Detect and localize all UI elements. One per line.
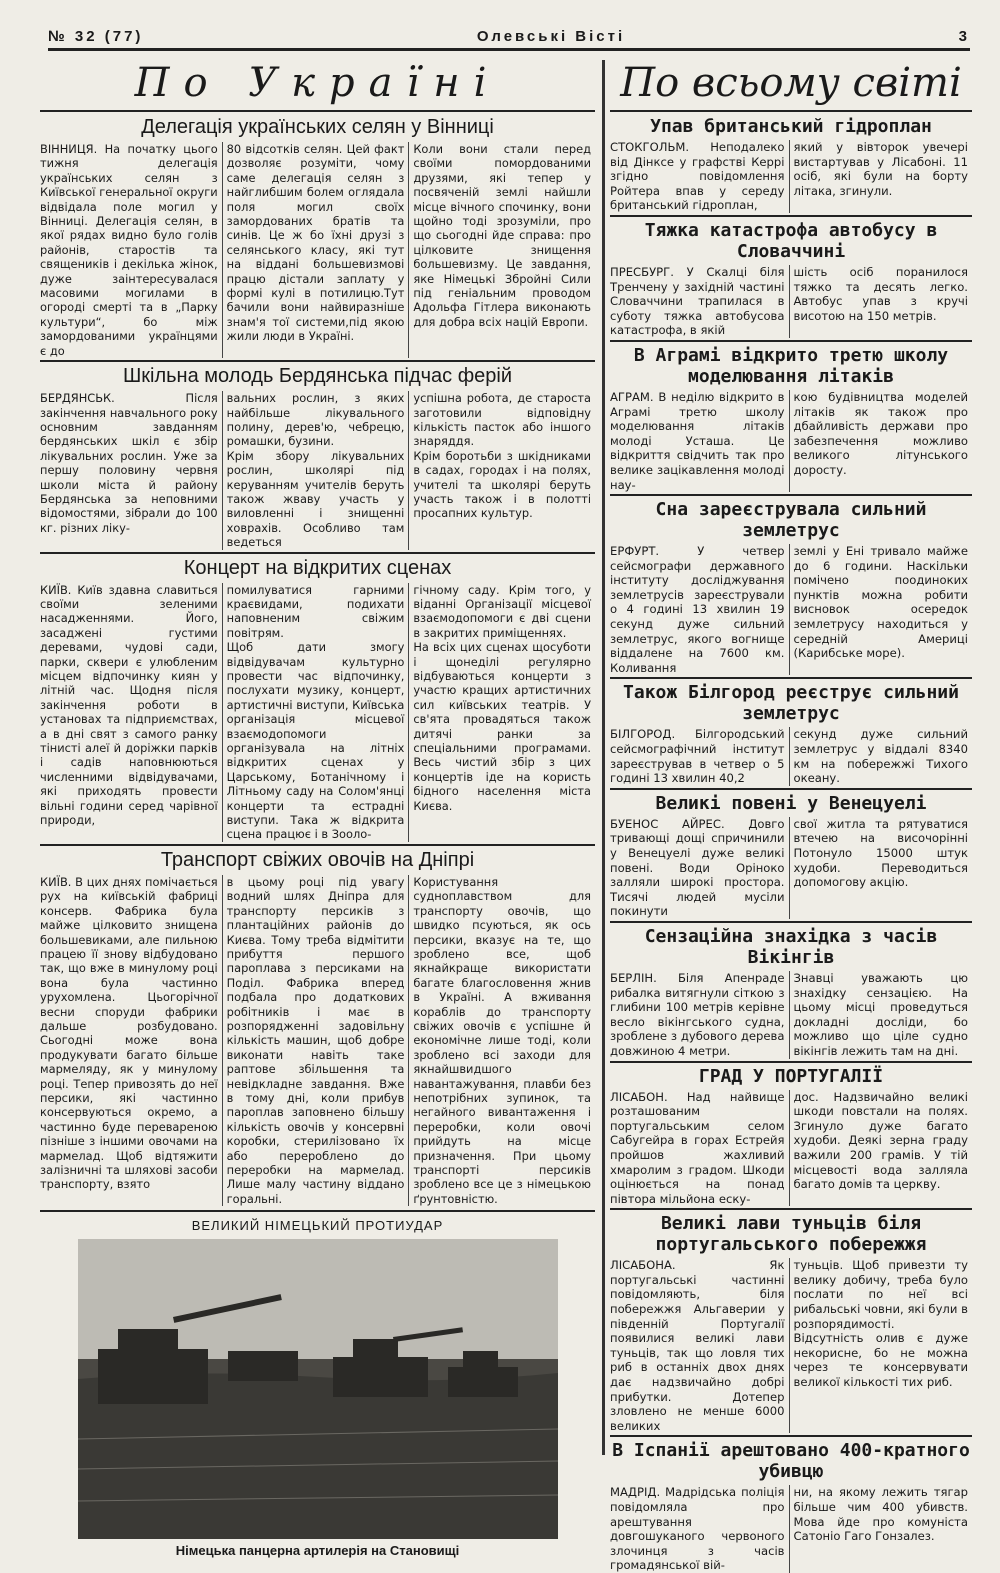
article-text-column: який у вівторок увечері вистартував у Лісабоні. 11 осіб, які були на борту літака, згинули.	[789, 140, 973, 213]
article-columns	[610, 727, 972, 785]
article-text-column: ни, на якому лежить тягар більше чим 400 убивств. Мова йде про комуніста Сатоніо Гаго Гонзалез.	[789, 1485, 973, 1573]
article-headline: Концерт на відкритих сценах	[40, 552, 595, 580]
article-text-column: Знавці уважають цю знахідку сензацією. На цьому місці проведуться докладні досліди, бо можливо що ціле судно вікінгів лежить там на дні.	[789, 971, 973, 1059]
article-text-column: БІЛГОРОД. Білгородський сейсмографічний інститут зареєстрував в четвер о 5 годині 13 хвилин 40,2	[610, 727, 785, 786]
article-text-column: помилуватися гарними краєвидами, подихати наповненим свіжим повітрям. Щоб дати змогу відвідувачам культурно провести час відпочинку, послухати музику, концерт, артистичні виступи, Київська організація місцевої взаємодопомоги організувала на літніх відкритих сценах у Царському, Ботанічному і Літньому саду на Солом'янці концерти та естрадні виступи. Така ж відкрита сцена працює і в Зооло-	[222, 583, 409, 842]
article-text-column: СТОКГОЛЬМ. Неподалеко від Дінксе у графстві Керрі згідно повідомлення Ройтера впав у середу британський гідроплан,	[610, 140, 785, 213]
article-headline: Упав британський гідроплан	[650, 116, 932, 137]
artillery-photo	[78, 1239, 558, 1539]
article-headline: Шкільна молодь Бердянська підчас ферій	[40, 360, 595, 388]
article-text-column: АГРАМ. В неділю відкрито в Аграмі третю школу моделювання літаків молоді Усташа. Це відкриття свідчить так про велике зацікавлення молоді нау-	[610, 389, 785, 492]
masthead	[48, 24, 970, 51]
article-headline: В Аграмі відкрито третю школу моделювання літаків	[610, 340, 972, 387]
article-text-column: шість осіб поранилося тяжко та десять легко. Автобус упав з кручі висотою на 150 метрів.	[789, 265, 973, 338]
article-columns	[610, 1258, 972, 1433]
article-headline: Сензаційна знахідка з часів Вікінгів	[610, 921, 972, 968]
article	[610, 1208, 972, 1433]
article-text-column: ЛІСАБОН. Над найвище розташованим португальським селом Сабугейра в горах Естрейя пройшов жахливий хмаролим з градом. Шкоди оцінюється на понад півтора мільйона еску-	[610, 1089, 785, 1206]
article-text-column: ПРЕСБУРГ. У Скалці біля Тренчену у західній частині Словаччини трапилася в суботу тяжка автобусова катастрофа, в якій	[610, 264, 785, 338]
section-title-ukraine: По Україні	[40, 60, 595, 112]
article-columns	[610, 390, 972, 492]
issue-number: № 32 (77)	[48, 27, 144, 45]
article-columns	[40, 875, 595, 1206]
article-columns	[40, 391, 595, 549]
photo-title: ВЕЛИКИЙ НІМЕЦЬКИЙ ПРОТИУДАР	[40, 1210, 595, 1233]
article	[610, 677, 972, 785]
article	[610, 1435, 972, 1573]
article-text-column: секунд дуже сильний землетрус у віддалі 8340 км на побережжі Тихого океану.	[789, 727, 973, 785]
article-text-column: Користування судноплавством для транспорту овочів, що швидко псуються, як ось персики, вказує на те, що зроблено все, щоб якнайкраще використати багате благословення жнив в Україні. А вживання кораблів до транспорту свіжих овочів є успішне й економічне лише тоді, коли зроблено всі заходи для якнайшвидшого навантажування, плавби без непотрібних зупинок, та негайного вивантаження і переробки, коли овочі прийдуть на місце призначення. При цьому транспорті персиків зроблено все це з німецькою ґрунтовністю.	[408, 875, 595, 1206]
article-columns	[610, 140, 972, 213]
article-text-column: землі у Ені тривало майже до 6 години. Наскільки помічено поодиноких пунктів можна робити висновок осередок землетрусу находиться у середній Америці (Карибське море).	[789, 544, 973, 675]
page-number: 3	[958, 27, 970, 45]
article-columns	[610, 817, 972, 919]
article-text-column: ЛІСАБОНА. Як португальські частинні повідомляють, біля побережжя Альгаверии у південній Португалії появилися великі лави туньців, так що ловля тих риб в останніх двох днях дає надзвичайно добрі прибутки. Дотепер зловлено не менше 6000 великих	[610, 1258, 785, 1433]
world-section	[610, 60, 972, 1573]
article-text-column: гічному саду. Крім того, у віданні Організації місцевої взаємодопомоги є дві сцени в закритих приміщеннях. На всіх цих сценах щосуботи і щонеділі регулярно відбуваються концерти з участю кращих артистичних сил київських театрів. У св'ята провадяться також дитячі ранки за спеціальними програмами. Весь чистий збір з цих концертів іде на користь бідного населення міста Києва.	[408, 583, 595, 842]
article-text-column: КИЇВ. В цих днях помічається рух на київській фабриці консерв. Фабрика була майже цілковито знищена большевиками, але пильною працею її знову відбудовано так, що вже в минулому році вона була частинно уруxомлена. Цьогорічної весни споруди фабрики дальше розбудовано. Сьогодні може вона продукувати багато більше мармеляду, як у минулому році. Тепер привозять до неї персики, які частинно консервуються окремо, а частинно буде перевареною пізніше з іншими овочами на мармелад. Щоб відтяжити залізничні та шляхові засоби транспорту, взято	[40, 874, 218, 1192]
article-columns	[610, 544, 972, 675]
article-text-column: успішна робота, де староста заготовили відповідну кількість пасток або іншого знаряддя. Крім боротьби з шкідниками в садах, городах і на полях, учителі та школярі беруть участь також і в полотті просапних культур.	[408, 391, 595, 549]
section-title-world: По всьому світі	[610, 60, 972, 112]
article	[610, 215, 972, 338]
article-columns	[610, 971, 972, 1059]
article-text-column: в цьому році під увагу водний шлях Дніпра для транспорту персиків з плантаційних районів до Києва. Тому треба відмітити прибуття першого пароплава з персиками на Поділ. Фабрика вперед подбала про додаткових робітників і має в розпорядженні задовільну кількість машин, щоб добре виконати навіть таке раптове збільшення та невідкладне завдання. Вже в тому дні, коли прибув пароплав заповнено більшу кількість овочів у консервні коробки, стерилізовано їх або перероблено до переробки на мармелад. Лише малу частину віддано горальні.	[222, 875, 409, 1206]
ukraine-section	[40, 60, 595, 1558]
article	[610, 921, 972, 1059]
article-text-column: БЕРДЯНСЬК. Після закінчення навчального року основним завданням бердянських шкіл є збір лікувальних рослин. Уже за першу половину червня школи міста й району Бердянська за неповними відомостями, зібрали до 100 кг. різних ліку-	[40, 391, 218, 535]
article	[40, 360, 595, 549]
article	[610, 1061, 972, 1207]
paper-title: Олевські Вісті	[476, 27, 626, 45]
article-text-column: МАДРІД. Мадрідська поліція повідомляла про арештування довгошуканого червоного злочинця з часів громадянської вій-	[610, 1485, 785, 1573]
article-columns	[610, 1090, 972, 1207]
article-columns	[40, 142, 595, 358]
article-columns	[610, 1485, 972, 1573]
article-headline: Також Білгород реєструє сильний землетрус	[610, 677, 972, 724]
photo-drawing	[78, 1239, 558, 1539]
article	[40, 116, 595, 358]
article-text-column: БЕРЛІН. Біля Апенраде рибалка витягнули сіткою з глибини 100 метрів керівне весло вікінгського судна, зроблене з дубового дерева довжиною 4 метри.	[610, 970, 785, 1058]
article-text-column: ЕРФУРТ. У четвер сейсмографи державного інституту досліджування землетрусів зареєстрували о 4 годині 13 хвилин 19 секунд дуже сильний землетрус, якого вогнище віддалене на 7600 км. Коливання	[610, 544, 785, 675]
article-headline: Делегація українських селян у Вінниці	[141, 116, 494, 138]
article	[40, 552, 595, 842]
article	[610, 116, 972, 213]
article-headline: Транспорт свіжих овочів на Дніпрі	[40, 844, 595, 872]
article-text-column: дос. Надзвичайно великі шкоди повстали на полях. Згинуло дуже багато худоби. Деякі зерна граду важили 200 грамів. У тій місцевості вода залляла багато домів та церкву.	[789, 1090, 973, 1207]
article-text-column: Коли вони стали перед своїми помордованими друзями, які тепер у посвяченій землі найшли місце вічного спочинку, вони щойно тоді зрозуміли, про що сьогодні йде справа: про цілковите знищення большевизму. Це завдання, яке Німецькі Збройні Сили під геніальним проводом Адольфа Гітлера виконають для добра всіх націй Европи.	[408, 142, 595, 358]
article-text-column: кою будівництва моделей літаків як також про дбайливість держави про забезпечення можливо великого літунського доросту.	[789, 390, 973, 492]
article-columns	[610, 265, 972, 338]
article-headline: Сна зареєструвала сильний землетрус	[610, 494, 972, 541]
article-text-column: 80 відсотків селян. Цей факт дозволяє розуміти, чому саме делегація селян з найглибшим болем оглядала поля могил своїх замордованих братів та синів. Це ж бо їхні друзі з селянського класу, які тут на віддані большевизмові працю дістали заплату у формі кулі в потилицю.Тут бачили вони найвиразніше знам'я тої системи,під якою жили люди в Україні.	[222, 142, 409, 358]
photo-caption: Німецька панцерна артилерія на Становищі	[175, 1543, 460, 1559]
article-headline: В Іспанії арештовано 400-кратного убивцю	[610, 1435, 972, 1482]
article	[610, 340, 972, 492]
article-headline: Великі лави туньців біля португальського побережжя	[610, 1208, 972, 1255]
article	[610, 494, 972, 675]
article-headline: Тяжка катастрофа автобусу в Словаччині	[610, 215, 972, 262]
article-text-column: КИЇВ. Київ здавна славиться своїми зеленими насадженнями. Його, засаджені густими деревами, чудові сади, парки, сквери є улюбленим місцем відпочинку киян у літній час. Щодня після закінчення роботи в установах та підприємствах, а в дні свят з самого ранку тінисті алеї й доріжки парків і садів наповнюються численними відвідувачами, які приходять провести вільні години серед чарівної природи,	[40, 582, 218, 828]
article-headline: Великі повені у Венецуелі	[610, 788, 972, 814]
column-divider	[602, 60, 605, 1455]
article-headline: ГРАД У ПОРТУГАЛІЇ	[610, 1061, 972, 1087]
article-columns	[40, 583, 595, 842]
article-text-column: вальних рослин, з яких найбільше лікувального полину, дерев'ю, чебрецю, ромашки, бузини. Крім збору лікувальних рослин, школярі під керуванням учителів беруть також жваву участь у виловленні і знищенні ховрахів. Особливо там ведеться	[222, 391, 409, 549]
article-text-column: свої житла та рятуватися втечею на височорінні Потонуло 15000 штук худоби. Переводиться допомогову акцію.	[789, 817, 973, 919]
article	[610, 788, 972, 919]
article-text-column: БУЕНОС АЙРЕС. Довго тривающі дощі спричинили у Венецуелі дуже великі повені. Води Оріноко залляли широкі простора. Тисячі людей мусіли покинути	[610, 816, 785, 919]
article	[40, 844, 595, 1206]
article-text-column: ВІННИЦЯ. На початку цього тижня делегація українських селян з Київської генеральної округи відвідала поле могил у Вінниці. Делегація селян, в якої рядах видно було голів районів, старостів та священиків і декілька жінок, дуже заінтересувалася масовими могилами в огороді смерті та в „Парку культури“, бо між замордованими українцями є до	[40, 142, 218, 358]
article-text-column: туньців. Щоб привезти ту велику добичу, треба було послати по неї всі рибальські човни, які були в розпорядимості. Відсутність олив є дуже некорисне, бо не можна через те консервувати великої кількості тих риб.	[789, 1258, 973, 1433]
